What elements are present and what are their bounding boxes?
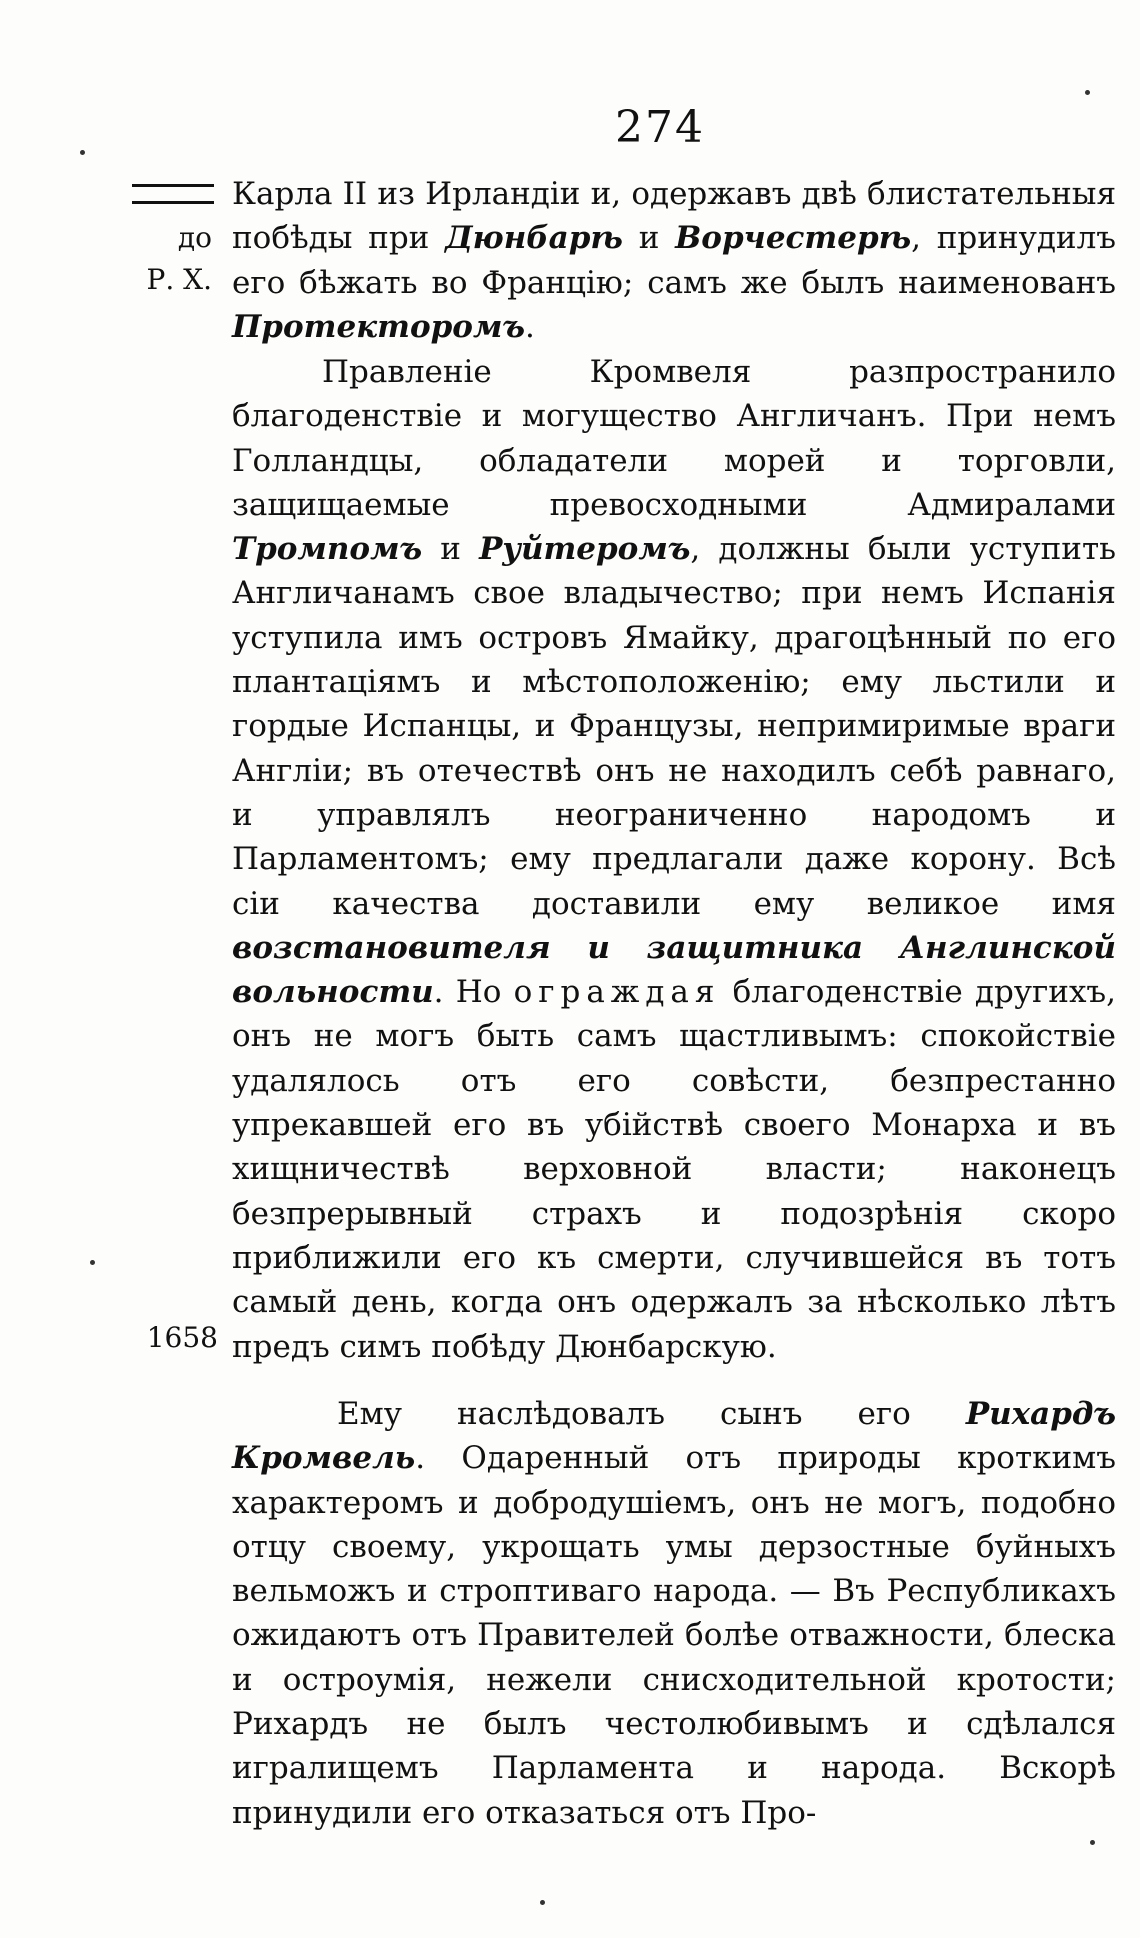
print-speck <box>90 1260 95 1265</box>
page-number: 274 <box>615 102 705 153</box>
print-speck <box>1085 90 1090 95</box>
text-run: . Одаренный отъ природы кроткимъ характеромъ и добродушіемъ, онъ не могъ, подобно отцу своему, укрощать умы дерзостные буйныхъ вельможъ и строптиваго народа. — Въ Республикахъ ожидаютъ отъ Правителей болѣе отважности, блеска и остроумія, нежели снисходительной кротости; Рихардъ не былъ честолюбивымъ и сдѣлался игралищемъ Парламента и народа. Вскорѣ принудили его отказаться отъ Про- <box>232 1440 1116 1831</box>
place-name: Дюнбарѣ <box>445 220 623 257</box>
text-run: . Но <box>433 974 514 1011</box>
text-run: , должны были уступить Англичанамъ свое владычество; при немъ Испанія уступила имъ островъ Ямайку, драгоцѣнный по его плантаціямъ и мѣстоположенію; ему льстили и гордые Испанцы, и Французы, непримиримые враги Англіи; въ отечествѣ онъ не находилъ себѣ равнаго, и управлялъ неограниченно народомъ и Парламентомъ; ему предлагали даже корону. Всѣ сіи качества доставили ему великое имя <box>232 531 1117 922</box>
place-name: Ворчестерѣ <box>675 220 912 257</box>
text-run: и <box>422 531 480 568</box>
paragraph-cromwell-victory <box>232 172 1116 349</box>
margin-note-era: Р. Х. <box>146 263 212 296</box>
print-speck <box>540 1900 545 1905</box>
text-run: благоденствіе другихъ, онъ не могъ быть самъ щастливымъ: спокойствіе удалялось отъ его совѣсти, безпрестанно упрекавшей его въ убійствѣ своего Монарха и въ хищничествѣ верховной власти; наконецъ безпрерывный страхъ и подозрѣнія скоро приближили его къ смерти, случившейся въ тотъ самый день, когда онъ одержалъ за нѣсколько лѣтъ предъ симъ побѣду Дюнбарскую. <box>232 974 1116 1365</box>
text-run: . <box>525 308 535 345</box>
text-run: Карла II из Ирландіи и, одержавъ двѣ блистательныя побѣды при <box>232 176 1116 257</box>
text-run: , принудилъ его бѣжать во Францію; самъ же былъ наименованъ <box>232 220 1116 301</box>
print-speck <box>1090 1840 1095 1845</box>
text-run: Ему наслѣдовалъ сынъ его <box>337 1396 966 1432</box>
paragraph-richard <box>232 1392 1116 1835</box>
print-speck <box>80 150 85 155</box>
epithet: возстановителя и защитника Англинской вольности <box>232 929 1116 1011</box>
spaced-word: ограждая <box>513 974 721 1011</box>
title-term: Протекторомъ <box>232 308 525 345</box>
margin-note-year: 1658 <box>146 1321 218 1354</box>
text-run: и <box>622 220 676 257</box>
margin-note-do: до <box>177 221 212 254</box>
admiral-name: Тромпомъ <box>232 531 423 568</box>
paragraph-cromwell-rule <box>232 350 1116 1369</box>
section-rule <box>132 184 214 204</box>
text-run: Правленіе Кромвеля разпространило благоденствіе и могущество Англичанъ. При немъ Голландцы, обладатели морей и торговли, защищаемые превосходными Адмиралами <box>232 354 1116 523</box>
person-name: Рихардъ Кромвель <box>232 1396 1116 1477</box>
admiral-name: Руйтеромъ <box>479 531 691 568</box>
